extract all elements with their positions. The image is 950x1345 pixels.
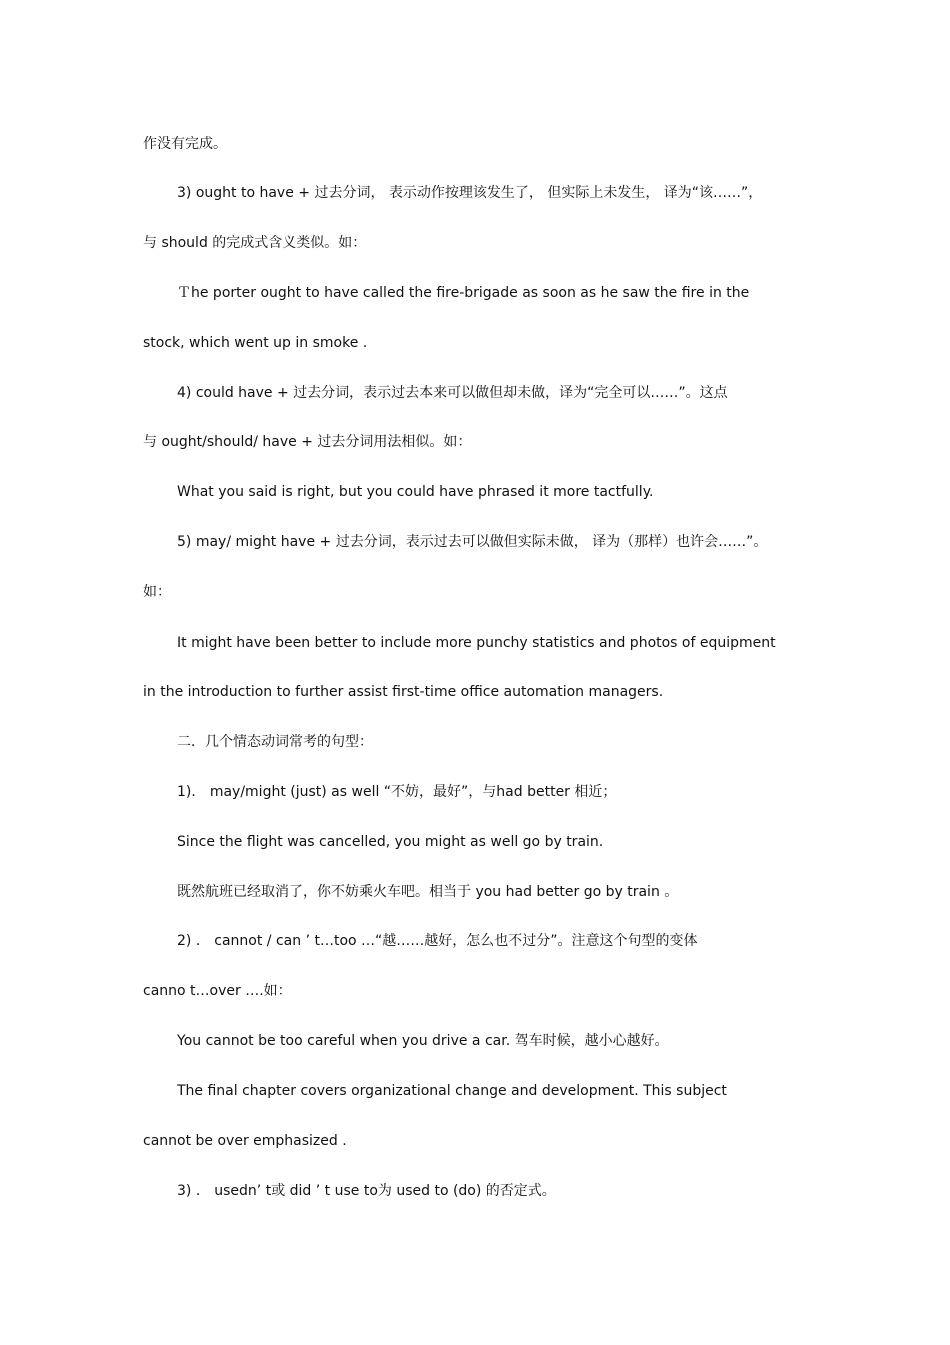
text-line: 2) ． cannot / can ’ t…too …“越……越好，怎么也不过分”。注意这个句型的变体 — [177, 933, 698, 949]
text-line: 1)． may/might (just) as well “不妨，最好”，与had better 相近； — [177, 784, 617, 800]
text-line: canno t…over ….如： — [143, 983, 292, 999]
text-line: cannot be over emphasized . — [143, 1133, 347, 1149]
text-line: It might have been better to include more punchy statistics and photos of equipment — [177, 635, 776, 651]
text-line: 作没有完成。 — [143, 136, 227, 152]
text-line: 与 should 的完成式含义类似。如： — [143, 235, 367, 251]
text-line: 如： — [143, 584, 171, 600]
text-line: 既然航班已经取消了，你不妨乘火车吧。相当于 you had better go by train 。 — [177, 884, 679, 900]
text-line: 与 ought/should/ have + 过去分词用法相似。如： — [143, 434, 472, 450]
text-line: Since the flight was cancelled, you might as well go by train. — [177, 834, 604, 850]
text-line: What you said is right, but you could have phrased it more tactfully. — [177, 484, 654, 500]
text-line: 5) may/ might have + 过去分词，表示过去可以做但实际未做， 译为（那样）也许会……”。 — [177, 534, 768, 550]
text-line: in the introduction to further assist first-time office automation managers. — [143, 684, 664, 700]
text-line: stock, which went up in smoke . — [143, 335, 368, 351]
text-line: Ｔhe porter ought to have called the fire-brigade as soon as he saw the fire in the — [177, 285, 750, 301]
text-line: 3) ． usedn’ t或 did ’ t use to为 used to (do) 的否定式。 — [177, 1183, 556, 1199]
text-line: The final chapter covers organizational change and development. This subject — [177, 1083, 727, 1099]
text-line: 4) could have + 过去分词，表示过去本来可以做但却未做，译为“完全可以……”。这点 — [177, 385, 728, 401]
section-heading: 二．几个情态动词常考的句型： — [177, 734, 373, 750]
text-line: 3) ought to have + 过去分词， 表示动作按理该发生了， 但实际上未发生， 译为“该……”， — [177, 185, 763, 201]
text-line: You cannot be too careful when you drive a car. 驾车时候，越小心越好。 — [177, 1033, 669, 1049]
